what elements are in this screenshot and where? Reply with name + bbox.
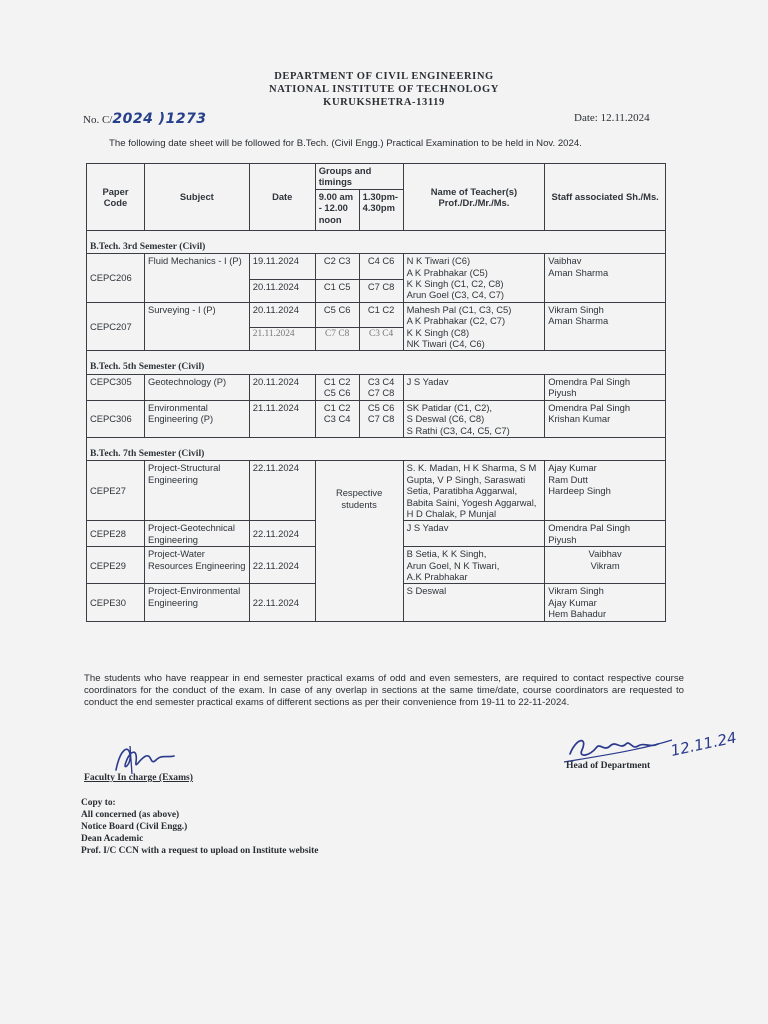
institute-title: NATIONAL INSTITUTE OF TECHNOLOGY bbox=[269, 84, 499, 95]
afternoon-groups: C5 C6 C7 C8 bbox=[359, 400, 403, 437]
subject: Project-Geotechnical Engineering bbox=[144, 521, 249, 547]
afternoon-groups: C4 C6 bbox=[359, 254, 403, 280]
semester-heading-7 bbox=[87, 437, 666, 460]
staff: Vikram Singh Ajay Kumar Hem Bahadur bbox=[545, 584, 666, 621]
afternoon-groups: C7 C8 bbox=[359, 279, 403, 302]
header-groups: Groups and timings bbox=[315, 164, 403, 190]
exam-date: 22.11.2024 bbox=[249, 521, 315, 547]
institute-location: KURUKSHETRA-13119 bbox=[323, 97, 445, 108]
reappear-note: The students who have reappear in end semester practical exams of odd and even semesters, are required to contact respective course coordinators for the conduct of the exam. In case of any overlap in sections at the same time/date, course coordinators are requested to conduct the end semester practical exams of different sections as per their convenience from 19-11 to 22-11-2024. bbox=[84, 673, 684, 708]
teachers: S. K. Madan, H K Sharma, S M Gupta, V P Singh, Saraswati Setia, Paratibha Aggarwal, Babita Saini, Yogesh Aggarwal, H D Chalak, P Munjal bbox=[403, 461, 545, 521]
afternoon-groups: C1 C2 bbox=[359, 302, 403, 328]
paper-code: CEPC206 bbox=[87, 254, 145, 303]
teachers: Mahesh Pal (C1, C3, C5) A K Prabhakar (C2, C7) K K Singh (C8) NK Tiwari (C4, C6) bbox=[403, 302, 545, 351]
exam-date: 20.11.2024 bbox=[249, 374, 315, 400]
intro-text: The following date sheet will be followed for B.Tech. (Civil Engg.) Practical Examination to be held in Nov. 2024. bbox=[109, 138, 582, 149]
morning-groups: C7 C8 bbox=[315, 328, 359, 351]
copy-to-item: Notice Board (Civil Engg.) bbox=[81, 822, 188, 832]
table-row bbox=[87, 254, 666, 280]
table-row bbox=[87, 400, 666, 437]
paper-code: CEPE27 bbox=[87, 461, 145, 521]
morning-groups: C2 C3 bbox=[315, 254, 359, 280]
teachers: N K Tiwari (C6) A K Prabhakar (C5) K K Singh (C1, C2, C8) Arun Goel (C3, C4, C7) bbox=[403, 254, 545, 303]
morning-groups: C1 C5 bbox=[315, 279, 359, 302]
teachers: J S Yadav bbox=[403, 521, 545, 547]
morning-groups: C5 C6 bbox=[315, 302, 359, 328]
table-row bbox=[87, 374, 666, 400]
morning-groups: C1 C2 C5 C6 bbox=[315, 374, 359, 400]
teachers: B Setia, K K Singh, Arun Goel, N K Tiwari, A.K Prabhakar bbox=[403, 547, 545, 584]
copy-to-section bbox=[81, 797, 318, 857]
afternoon-groups: C3 C4 bbox=[359, 328, 403, 351]
teachers: SK Patidar (C1, C2), S Deswal (C6, C8) S Rathi (C3, C4, C5, C7) bbox=[403, 400, 545, 437]
subject: Project-Environmental Engineering bbox=[144, 584, 249, 621]
exam-date: 20.11.2024 bbox=[249, 279, 315, 302]
copy-to-item: Prof. I/C CCN with a request to upload on Institute website bbox=[81, 846, 319, 856]
semester-5-label: B.Tech. 5th Semester (Civil) bbox=[87, 351, 666, 374]
copy-to-item: Dean Academic bbox=[81, 834, 144, 844]
copy-to-title: Copy to: bbox=[81, 798, 116, 808]
semester-heading-5 bbox=[87, 351, 666, 374]
staff: Omendra Pal Singh Piyush bbox=[545, 374, 666, 400]
staff: Omendra Pal Singh Krishan Kumar bbox=[545, 400, 666, 437]
respective-students: Respective students bbox=[315, 461, 403, 621]
reference-handwritten: 2024 )1273 bbox=[112, 111, 207, 127]
semester-3-label: B.Tech. 3rd Semester (Civil) bbox=[87, 230, 666, 253]
afternoon-groups: C3 C4 C7 C8 bbox=[359, 374, 403, 400]
subject: Surveying - I (P) bbox=[144, 302, 249, 351]
exam-date: 22.11.2024 bbox=[249, 547, 315, 584]
exam-date: 22.11.2024 bbox=[249, 461, 315, 521]
header-date: Date bbox=[249, 164, 315, 231]
table-row bbox=[87, 461, 666, 521]
exam-date: 21.11.2024 bbox=[249, 328, 315, 351]
issue-date: Date: 12.11.2024 bbox=[574, 112, 650, 124]
teachers: J S Yadav bbox=[403, 374, 545, 400]
staff: Vaibhav Aman Sharma bbox=[545, 254, 666, 303]
header-teachers: Name of Teacher(s) Prof./Dr./Mr./Ms. bbox=[403, 164, 545, 231]
subject: Project-Structural Engineering bbox=[144, 461, 249, 521]
header-subject: Subject bbox=[144, 164, 249, 231]
header-afternoon: 1.30pm-4.30pm bbox=[359, 189, 403, 230]
paper-code: CEPC207 bbox=[87, 302, 145, 351]
header-morning: 9.00 am - 12.00 noon bbox=[315, 189, 359, 230]
exam-date: 21.11.2024 bbox=[249, 400, 315, 437]
table-row bbox=[87, 302, 666, 328]
staff: Vaibhav Vikram bbox=[545, 547, 666, 584]
header-staff: Staff associated Sh./Ms. bbox=[545, 164, 666, 231]
paper-code: CEPE30 bbox=[87, 584, 145, 621]
subject: Environmental Engineering (P) bbox=[144, 400, 249, 437]
paper-code: CEPC305 bbox=[87, 374, 145, 400]
header-paper-code: Paper Code bbox=[87, 164, 145, 231]
subject: Project-Water Resources Engineering bbox=[144, 547, 249, 584]
reference-number bbox=[83, 111, 207, 127]
teachers: S Deswal bbox=[403, 584, 545, 621]
department-title: DEPARTMENT OF CIVIL ENGINEERING bbox=[274, 71, 494, 82]
paper-code: CEPC306 bbox=[87, 400, 145, 437]
date-sheet-table bbox=[86, 163, 666, 622]
hod-signature-date: 12.11.24 bbox=[669, 728, 739, 760]
semester-7-label: B.Tech. 7th Semester (Civil) bbox=[87, 437, 666, 460]
staff: Ajay Kumar Ram Dutt Hardeep Singh bbox=[545, 461, 666, 521]
copy-to-item: All concerned (as above) bbox=[81, 810, 180, 820]
exam-date: 20.11.2024 bbox=[249, 302, 315, 328]
table-header-row bbox=[87, 164, 666, 190]
semester-heading-3 bbox=[87, 230, 666, 253]
paper-code: CEPE29 bbox=[87, 547, 145, 584]
paper-code: CEPE28 bbox=[87, 521, 145, 547]
exam-date: 22.11.2024 bbox=[249, 584, 315, 621]
staff: Vikram Singh Aman Sharma bbox=[545, 302, 666, 351]
reference-prefix: No. C/ bbox=[83, 114, 113, 126]
head-of-department: Head of Department bbox=[566, 760, 651, 771]
staff: Omendra Pal Singh Piyush bbox=[545, 521, 666, 547]
faculty-in-charge: Faculty In charge (Exams) bbox=[84, 772, 193, 783]
subject: Fluid Mechanics - I (P) bbox=[144, 254, 249, 303]
subject: Geotechnology (P) bbox=[144, 374, 249, 400]
morning-groups: C1 C2 C3 C4 bbox=[315, 400, 359, 437]
exam-date: 19.11.2024 bbox=[249, 254, 315, 280]
